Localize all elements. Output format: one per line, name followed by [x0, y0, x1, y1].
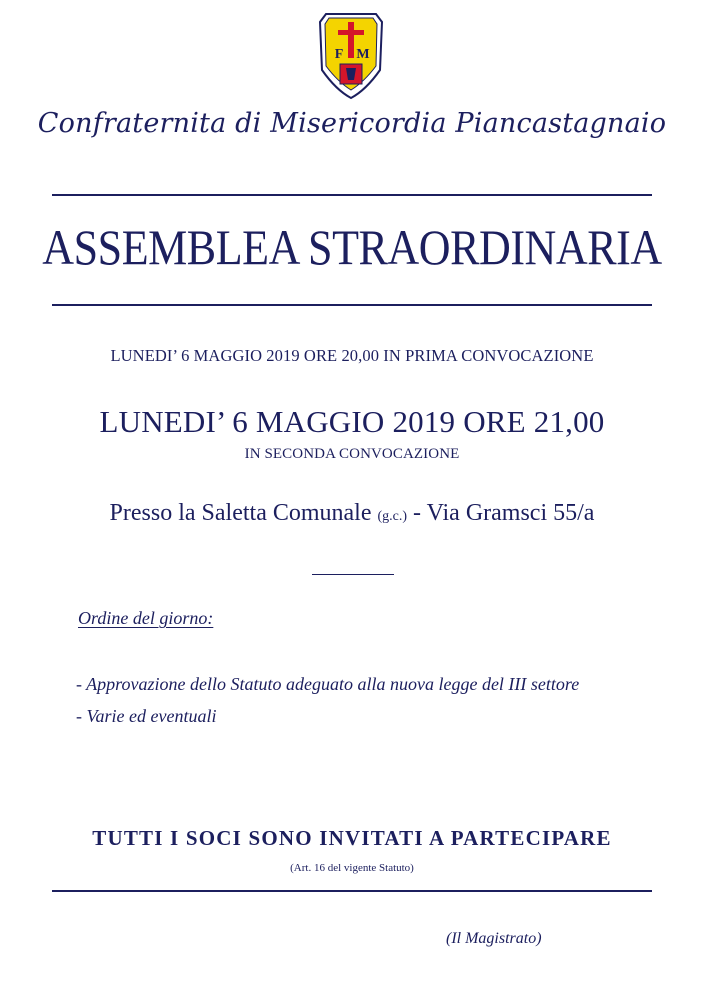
confraternity-crest-logo	[318, 10, 384, 100]
invitation-note: (Art. 16 del vigente Statuto)	[290, 862, 414, 874]
second-call-date: LUNEDI’ 6 MAGGIO 2019 ORE 21,00	[99, 404, 605, 439]
signature: (Il Magistrato)	[446, 930, 542, 947]
venue-suffix: - Via Gramsci 55/a	[413, 500, 595, 526]
venue-note: (g.c.)	[377, 509, 408, 524]
crest-letter-f: F	[334, 47, 344, 62]
page-title: ASSEMBLEA STRAORDINARIA	[42, 219, 662, 275]
divider-top	[52, 194, 652, 196]
divider-bottom	[52, 890, 652, 892]
agenda-title: Ordine del giorno:	[78, 608, 214, 628]
agenda-item: - Approvazione dello Statuto adeguato alla nuova legge del III settore	[76, 674, 580, 694]
venue-line	[0, 500, 704, 527]
short-divider	[312, 574, 394, 575]
second-call-label: IN SECONDA CONVOCAZIONE	[244, 446, 460, 462]
first-call-line: LUNEDI’ 6 MAGGIO 2019 ORE 20,00 IN PRIMA CONVOCAZIONE	[110, 346, 594, 365]
agenda-item: - Varie ed eventuali	[76, 706, 217, 726]
organization-name: Confraternita di Misericordia Piancastagnaio	[37, 108, 667, 139]
venue-prefix: Presso la Saletta Comunale	[109, 500, 372, 526]
invitation-line: TUTTI I SOCI SONO INVITATI A PARTECIPARE	[92, 826, 612, 850]
divider-under-title	[52, 304, 652, 306]
crest-letter-m: M	[356, 47, 370, 62]
